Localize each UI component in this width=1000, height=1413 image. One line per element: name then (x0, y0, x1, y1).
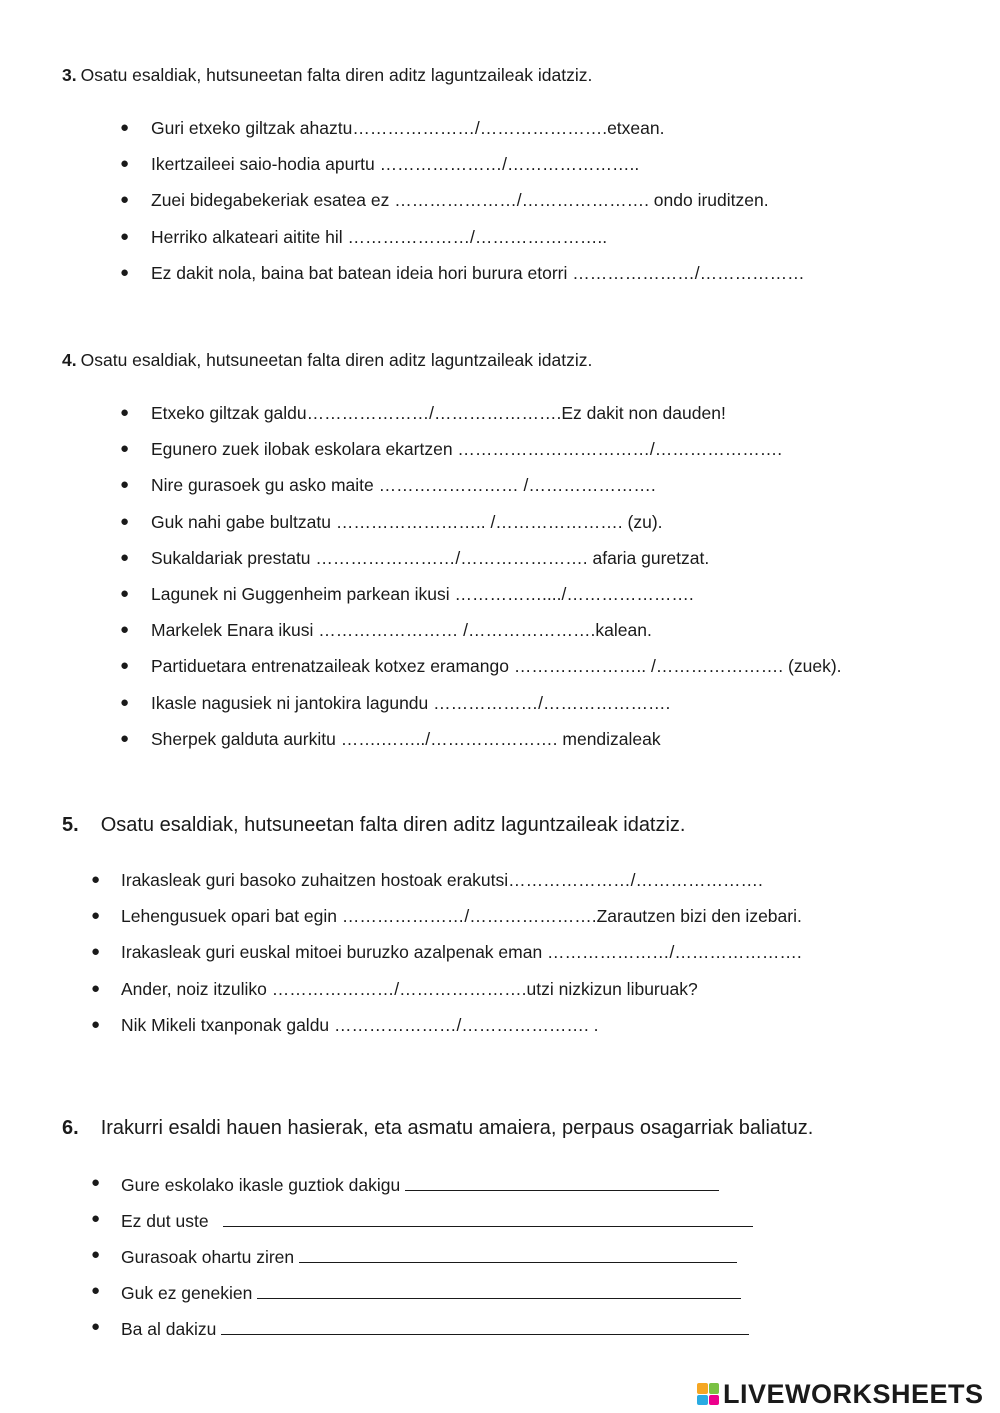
bullet-icon: ● (91, 1318, 101, 1335)
bullet-icon: ● (120, 621, 130, 639)
answer-field[interactable] (257, 1280, 741, 1299)
bullet-icon: ● (120, 119, 130, 136)
bullet-icon: ● (120, 657, 130, 675)
list-item (120, 619, 842, 655)
answer-field[interactable] (221, 1316, 749, 1335)
list-item (120, 511, 842, 547)
sentence-text: Zuei bidegabekeriak esatea ez …………………/…………………. ondo iruditzen. (151, 190, 769, 211)
bullet-icon: ● (120, 227, 130, 245)
list-item (120, 189, 805, 225)
sentence-start: Ba al dakizu (121, 1319, 217, 1339)
bullet-icon: ● (91, 1210, 101, 1227)
list-item (91, 1172, 753, 1208)
sentence-text: Irakasleak guri basoko zuhaitzen hostoak erakutsi…………………/…………………. (121, 870, 763, 890)
liveworksheets-logo[interactable] (697, 1377, 984, 1411)
section-4-list (120, 402, 842, 764)
sentence-text: Etxeko giltzak galdu…………………/………………….Ez dakit non dauden! (151, 403, 726, 423)
bullet-icon: ● (120, 693, 130, 711)
list-item (91, 905, 802, 941)
bullet-icon: ● (91, 1015, 101, 1033)
sentence-start: Gure eskolako ikasle guztiok dakigu (121, 1175, 401, 1195)
list-item (91, 978, 802, 1014)
sentence-text: Irakasleak guri euskal mitoei buruzko azalpenak eman …………………/…………………. (121, 942, 802, 963)
section-5-number: 5. (62, 814, 79, 836)
bullet-icon: ● (120, 476, 130, 494)
list-item (91, 1208, 753, 1244)
section-6-instruction: Irakurri esaldi hauen hasierak, eta asmatu amaiera, perpaus osagarriak baliatuz. (100, 1117, 814, 1139)
logo-wordmark: LIVEWORKSHEETS (723, 1378, 984, 1409)
section-4-instruction: Osatu esaldiak, hutsuneetan falta diren aditz laguntzaileak idatziz. (80, 350, 593, 370)
list-item (120, 728, 842, 764)
section-4-heading (62, 349, 592, 371)
list-item (120, 402, 842, 438)
answer-field[interactable] (299, 1244, 737, 1263)
sentence-start: Gurasoak ohartu ziren (121, 1247, 295, 1267)
bullet-icon: ● (91, 907, 101, 925)
bullet-icon: ● (91, 943, 101, 961)
list-item (91, 1280, 753, 1316)
list-item (120, 117, 805, 153)
section-6-list (91, 1172, 753, 1352)
bullet-icon: ● (91, 871, 101, 888)
bullet-icon: ● (91, 1246, 101, 1263)
list-item (120, 655, 842, 691)
section-3-instruction: Osatu esaldiak, hutsuneetan falta diren aditz laguntzaileak idatziz. (80, 65, 593, 85)
list-item (120, 474, 842, 510)
list-item (120, 583, 842, 619)
bullet-icon: ● (120, 263, 130, 281)
bullet-icon: ● (91, 979, 101, 997)
section-6-number: 6. (62, 1117, 79, 1139)
bullet-icon: ● (120, 440, 130, 458)
section-5-heading (62, 814, 686, 836)
answer-field[interactable] (223, 1208, 753, 1227)
bullet-icon: ● (120, 512, 130, 530)
bullet-icon: ● (91, 1174, 101, 1191)
sentence-text: Ikasle nagusiek ni jantokira lagundu ………………/…………………. (151, 692, 671, 713)
bullet-icon: ● (120, 729, 130, 747)
sentence-text: Herriko alkateari aitite hil …………………/………………….. (151, 226, 608, 247)
list-item (120, 547, 842, 583)
list-item (91, 1014, 802, 1050)
bullet-icon: ● (120, 191, 130, 209)
section-5-instruction: Osatu esaldiak, hutsuneetan falta diren aditz laguntzaileak idatziz. (100, 814, 686, 836)
sentence-text: Ander, noiz itzuliko …………………/………………….utzi nizkizun liburuak? (121, 978, 698, 999)
sentence-text: Lagunek ni Guggenheim parkean ikusi ……………..../…………………. (151, 583, 694, 604)
sentence-start: Guk ez genekien (121, 1283, 253, 1303)
section-3-heading (62, 64, 592, 86)
sentence-text: Markelek Enara ikusi …………………… /………………….kalean. (151, 620, 652, 641)
section-4-number: 4. (62, 350, 77, 370)
section-5-list (91, 869, 802, 1050)
bullet-icon: ● (120, 155, 130, 173)
list-item (91, 1316, 753, 1352)
bullet-icon: ● (91, 1282, 101, 1299)
sentence-text: Guri etxeko giltzak ahaztu…………………/………………….etxean. (151, 118, 665, 138)
logo-mark-icon (697, 1383, 719, 1405)
sentence-start: Ez dut uste (121, 1211, 209, 1231)
list-item (120, 692, 842, 728)
sentence-text: Egunero zuek ilobak eskolara ekartzen ……………………………/…………………. (151, 439, 783, 460)
sentence-text: Partiduetara entrenatzaileak kotxez eramango ………………….. /…………………. (zuek). (151, 656, 842, 677)
list-item (91, 869, 802, 905)
bullet-icon: ● (120, 584, 130, 602)
sentence-text: Ez dakit nola, baina bat batean ideia hori burura etorri …………………/……………… (151, 262, 805, 283)
section-6-heading (62, 1117, 813, 1139)
sentence-text: Lehengusuek opari bat egin …………………/………………….Zarautzen bizi den izebari. (121, 906, 802, 927)
section-3-list (120, 117, 805, 298)
list-item (91, 1244, 753, 1280)
sentence-text: Ikertzaileei saio-hodia apurtu …………………/………………….. (151, 154, 640, 175)
answer-field[interactable] (405, 1172, 719, 1191)
list-item (120, 438, 842, 474)
list-item (91, 941, 802, 977)
list-item (120, 153, 805, 189)
bullet-icon: ● (120, 548, 130, 566)
sentence-text: Nik Mikeli txanponak galdu …………………/…………………. . (121, 1014, 599, 1035)
sentence-text: Nire gurasoek gu asko maite …………………… /…………………. (151, 475, 656, 496)
list-item (120, 226, 805, 262)
sentence-text: Guk nahi gabe bultzatu …………………….. /…………………. (zu). (151, 511, 663, 532)
sentence-text: Sukaldariak prestatu ……………………/…………………. afaria guretzat. (151, 547, 710, 568)
sentence-text: Sherpek galduta aurkitu …….……../…………………. mendizaleak (151, 728, 661, 749)
list-item (120, 262, 805, 298)
section-3-number: 3. (62, 65, 77, 85)
bullet-icon: ● (120, 404, 130, 421)
